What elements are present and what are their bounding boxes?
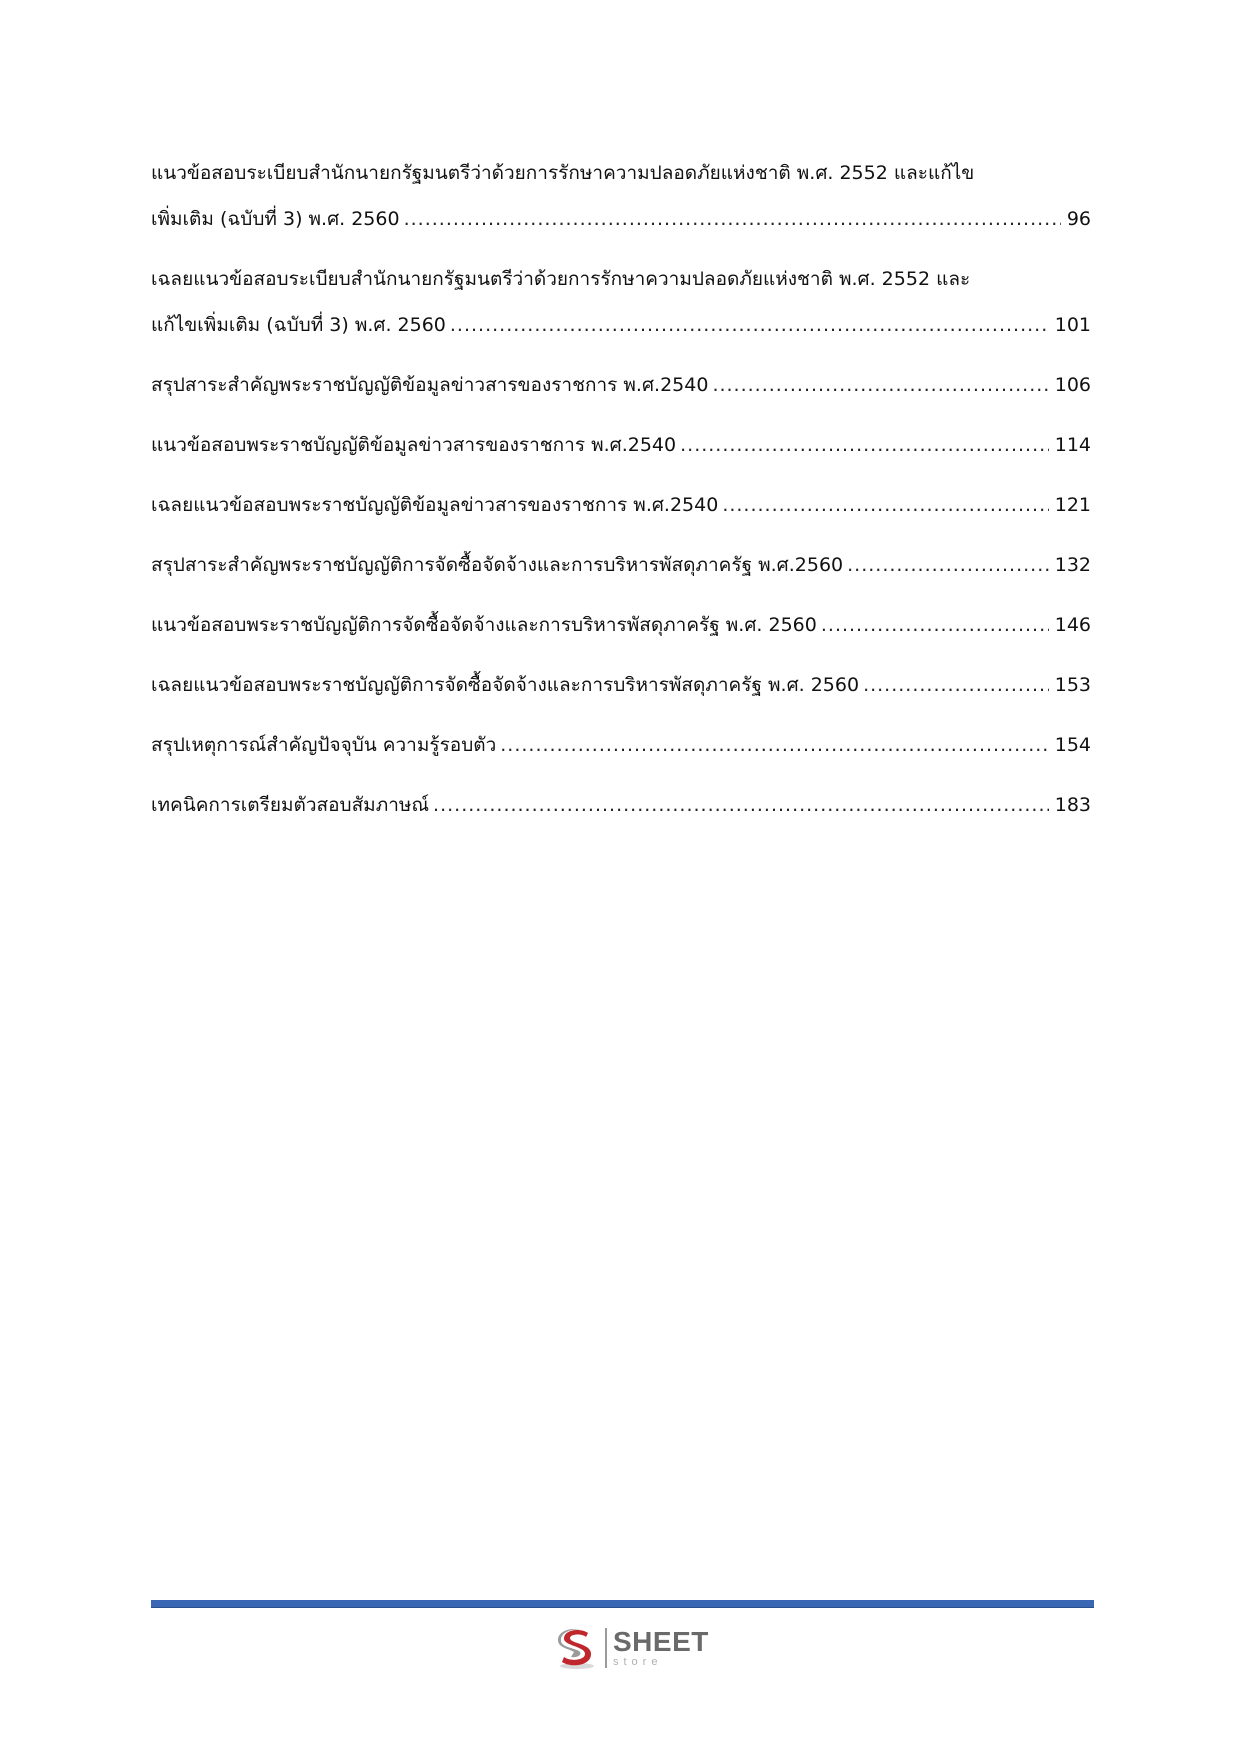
toc-page-number: 153 — [1054, 674, 1091, 696]
dot-leader — [821, 602, 1049, 648]
toc-entry[interactable] — [151, 422, 1091, 468]
toc-page-number: 154 — [1054, 734, 1091, 756]
toc-entry-title: สรุปสาระสำคัญพระราชบัญญัติข้อมูลข่าวสารของราชการ พ.ศ.2540 — [151, 374, 709, 396]
toc-entry-title-line2: แก้ไขเพิ่มเติม (ฉบับที่ 3) พ.ศ. 2560 — [151, 314, 446, 336]
dot-leader — [500, 722, 1048, 768]
toc-entry[interactable] — [151, 662, 1091, 708]
toc-page-number: 106 — [1054, 374, 1091, 396]
toc-entry-title-line1: แนวข้อสอบระเบียบสำนักนายกรัฐมนตรีว่าด้วยการรักษาความปลอดภัยแห่งชาติ พ.ศ. 2552 และแก้ไข — [151, 162, 975, 184]
brand-divider — [605, 1628, 607, 1668]
toc-entry[interactable] — [151, 782, 1091, 828]
brand-name: SHEET — [613, 1626, 709, 1657]
toc-entry[interactable] — [151, 150, 1091, 242]
toc-page-number: 114 — [1054, 434, 1091, 456]
dot-leader — [712, 362, 1048, 408]
toc-page-number: 101 — [1054, 314, 1091, 336]
toc-entry-title: สรุปสาระสำคัญพระราชบัญญัติการจัดซื้อจัดจ้างและการบริหารพัสดุภาครัฐ พ.ศ.2560 — [151, 554, 844, 576]
dot-leader — [863, 662, 1049, 708]
dot-leader — [847, 542, 1049, 588]
toc-entry-title: เทคนิคการเตรียมตัวสอบสัมภาษณ์ — [151, 794, 430, 816]
toc-entry-title-line2: เพิ่มเติม (ฉบับที่ 3) พ.ศ. 2560 — [151, 208, 400, 230]
toc-page-number: 132 — [1054, 554, 1091, 576]
dot-leader — [433, 782, 1049, 828]
dot-leader — [722, 482, 1048, 528]
toc-page-number: 183 — [1054, 794, 1091, 816]
toc-entry-title-line1: เฉลยแนวข้อสอบระเบียบสำนักนายกรัฐมนตรีว่าด้วยการรักษาความปลอดภัยแห่งชาติ พ.ศ. 2552 และ — [151, 268, 971, 290]
toc-entry-title: สรุปเหตุการณ์สำคัญปัจจุบัน ความรู้รอบตัว — [151, 734, 497, 756]
toc-entry-title: เฉลยแนวข้อสอบพระราชบัญญัติข้อมูลข่าวสารของราชการ พ.ศ.2540 — [151, 494, 719, 516]
toc-entry-title: แนวข้อสอบพระราชบัญญัติการจัดซื้อจัดจ้างและการบริหารพัสดุภาครัฐ พ.ศ. 2560 — [151, 614, 817, 636]
dot-leader — [680, 422, 1049, 468]
toc-entry-title: แนวข้อสอบพระราชบัญญัติข้อมูลข่าวสารของราชการ พ.ศ.2540 — [151, 434, 677, 456]
footer-rule — [151, 1600, 1094, 1608]
sheet-store-s-logo-icon — [553, 1624, 601, 1672]
toc-entry[interactable] — [151, 362, 1091, 408]
brand-subtitle: store — [613, 1656, 663, 1668]
toc-page-number: 96 — [1066, 208, 1091, 230]
toc-entry[interactable] — [151, 482, 1091, 528]
dot-leader — [404, 196, 1061, 242]
dot-leader — [450, 302, 1049, 348]
sheet-store-logo — [553, 1622, 709, 1674]
toc-entry[interactable] — [151, 722, 1091, 768]
brand-wordmark — [613, 1628, 709, 1668]
table-of-contents — [151, 150, 1091, 842]
toc-page-number: 146 — [1054, 614, 1091, 636]
toc-entry[interactable] — [151, 602, 1091, 648]
toc-entry[interactable] — [151, 542, 1091, 588]
toc-entry-title: เฉลยแนวข้อสอบพระราชบัญญัติการจัดซื้อจัดจ้างและการบริหารพัสดุภาครัฐ พ.ศ. 2560 — [151, 674, 860, 696]
toc-entry[interactable] — [151, 256, 1091, 348]
toc-page-number: 121 — [1054, 494, 1091, 516]
